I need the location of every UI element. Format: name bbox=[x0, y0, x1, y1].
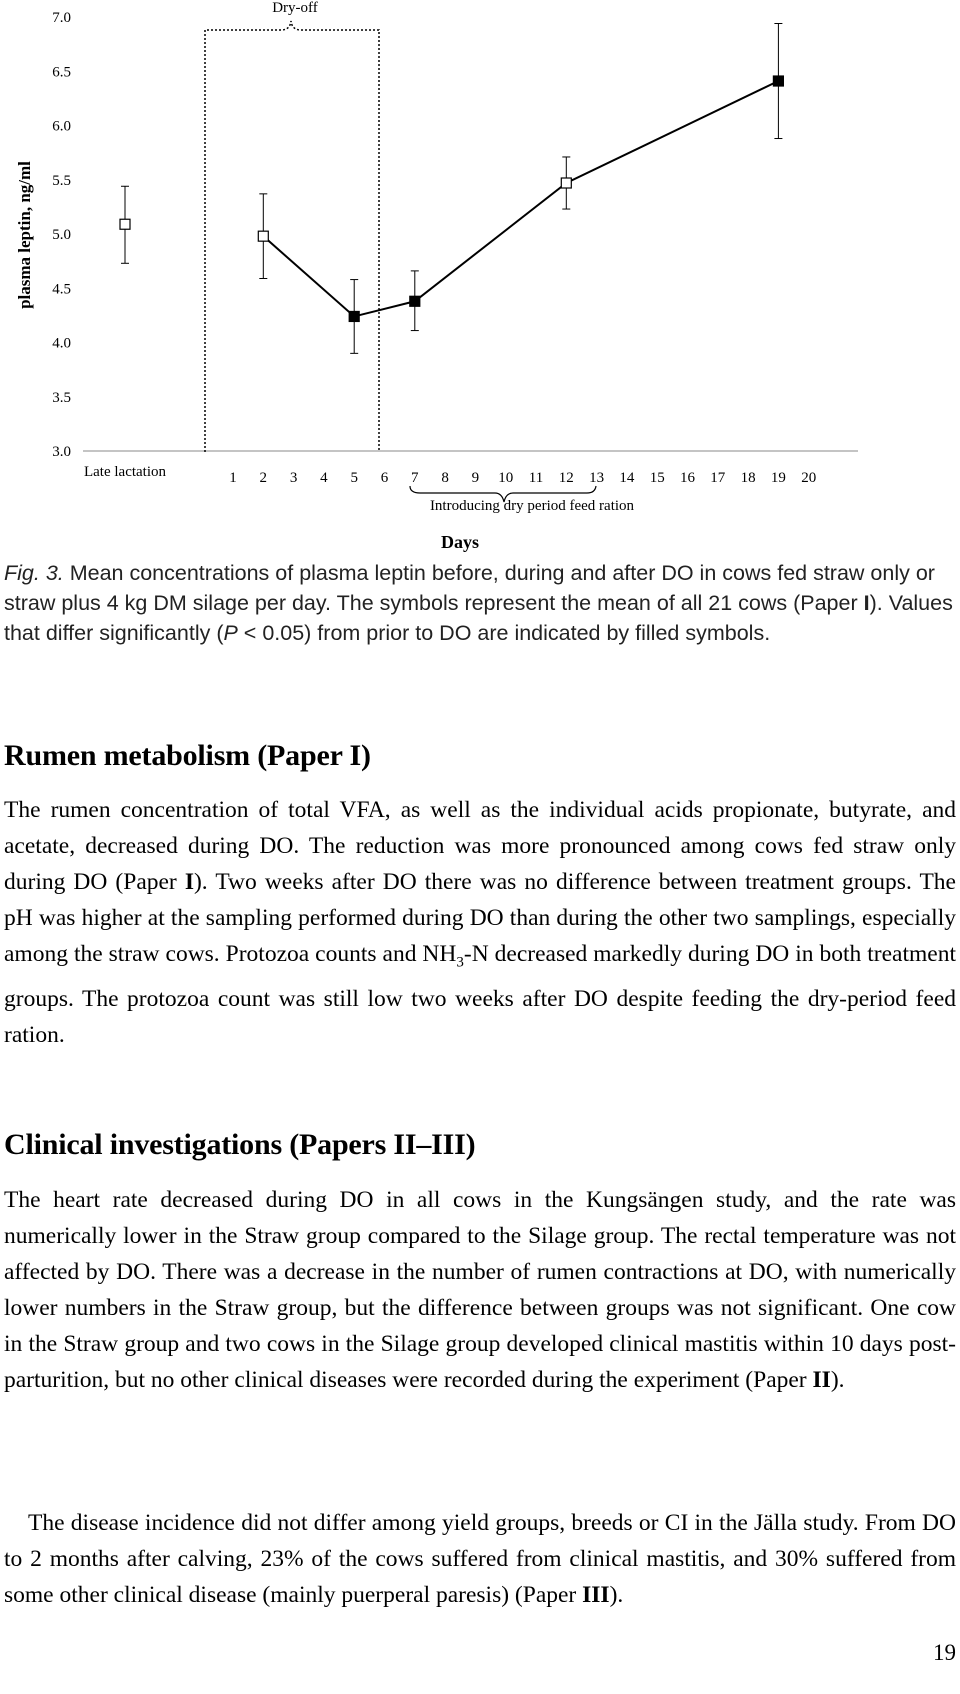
x-axis-label: Days bbox=[440, 532, 480, 552]
x-tick-label: 17 bbox=[710, 470, 726, 486]
y-tick-label: 7.0 bbox=[52, 10, 71, 26]
data-point-open bbox=[120, 219, 130, 229]
x-tick-label: 12 bbox=[558, 470, 574, 486]
data-point-open bbox=[258, 231, 268, 241]
y-tick-label: 5.0 bbox=[52, 227, 71, 243]
feed-ration-label: Introducing dry period feed ration bbox=[429, 498, 635, 514]
x-tick-label: 11 bbox=[528, 470, 544, 486]
y-axis-label: plasma leptin, ng/ml bbox=[15, 161, 34, 309]
x-tick-label: 20 bbox=[801, 470, 817, 486]
paragraph-clinical-1: The heart rate decreased during DO in all cows in the Kungsängen study, and the rate was numerically lower in the Straw group compared to the Silage group. The rectal temperature was not affected by DO. There was a decrease in the number of rumen contractions at DO, with numerically lower numbers in the Straw group, but the difference between groups was not significant. One cow in the Straw group and two cows in the Silage group developed clinical mastitis within 10 days post-parturition, but no other clinical diseases were recorded during the experiment (Paper II). bbox=[4, 1187, 956, 1393]
section-heading-rumen: Rumen metabolism (Paper I) bbox=[4, 739, 371, 772]
x-tick-label: 14 bbox=[619, 470, 635, 486]
x-tick-label: 7 bbox=[411, 470, 419, 486]
data-point-filled bbox=[773, 76, 783, 86]
y-tick-label: 5.5 bbox=[52, 172, 71, 189]
dry-off-label: Dry-off bbox=[272, 0, 318, 16]
x-tick-label: Late lactation bbox=[83, 464, 167, 480]
x-tick-label: 19 bbox=[770, 470, 786, 486]
dry-off-bracket bbox=[205, 21, 379, 452]
x-tick-label: 10 bbox=[498, 470, 514, 486]
y-tick-label: 6.5 bbox=[52, 64, 71, 81]
x-tick-label: 8 bbox=[441, 470, 449, 486]
x-tick-label: 1 bbox=[229, 470, 237, 486]
data-point-filled bbox=[349, 311, 359, 321]
y-tick-label: 6.0 bbox=[52, 118, 71, 135]
paragraph-rumen: The rumen concentration of total VFA, as well as the individual acids propionate, butyrate, and acetate, decreased during DO. The reduction was more pronounced among cows fed straw only during DO (Paper I). Two weeks after DO there was no difference between treatment groups. The pH was higher at the sampling performed during DO than during the other two samplings, especially among the straw cows. Protozoa counts and $NH_3-N$ decreased markedly during DO in both treatment groups. The protozoa count was still low two weeks after DO despite feeding the dry-period feed ration. bbox=[4, 797, 956, 1048]
x-tick-label: 16 bbox=[680, 470, 695, 486]
paragraph-clinical-2: The disease incidence did not differ among yield groups, breeds or CI in the Jälla study. From DO to 2 months after calving, 23% of the cows suffered from clinical mastitis, and 30% suffered from some other clinical disease (mainly puerperal paresis) (Paper III). bbox=[4, 1510, 956, 1608]
y-tick-label: 3.5 bbox=[52, 389, 71, 406]
y-tick-label: 4.0 bbox=[52, 335, 71, 352]
leptin-series-line bbox=[263, 81, 778, 316]
x-tick-label: 9 bbox=[471, 470, 480, 486]
x-tick-label: 3 bbox=[289, 470, 298, 486]
x-tick-label: 13 bbox=[589, 470, 605, 486]
leptin-chart bbox=[0, 0, 960, 552]
y-tick-label: 3.0 bbox=[52, 444, 71, 460]
x-tick-label: 4 bbox=[320, 470, 328, 486]
section-heading-clinical: Clinical investigations (Papers II–III) bbox=[4, 1128, 476, 1161]
figure-caption: Fig. 3. Mean concentrations of plasma leptin before, during and after DO in cows fed straw only or straw plus 4 kg DM silage per day. The symbols represent the mean of all 21 cows (Paper I). Values that differ significantly (P < 0.05) from prior to DO are indicated by filled symbols. bbox=[4, 561, 953, 645]
data-point-open bbox=[561, 178, 571, 188]
figure-label: Fig. 3. bbox=[4, 561, 64, 585]
y-tick-label: 4.5 bbox=[52, 281, 71, 298]
x-tick-label: 15 bbox=[649, 470, 665, 486]
x-tick-label: 6 bbox=[380, 470, 389, 486]
x-tick-label: 5 bbox=[350, 470, 358, 486]
x-tick-label: 18 bbox=[740, 470, 756, 486]
data-point-filled bbox=[410, 296, 420, 306]
x-tick-label: 2 bbox=[259, 470, 268, 486]
page-number: 19 bbox=[933, 1640, 956, 1665]
